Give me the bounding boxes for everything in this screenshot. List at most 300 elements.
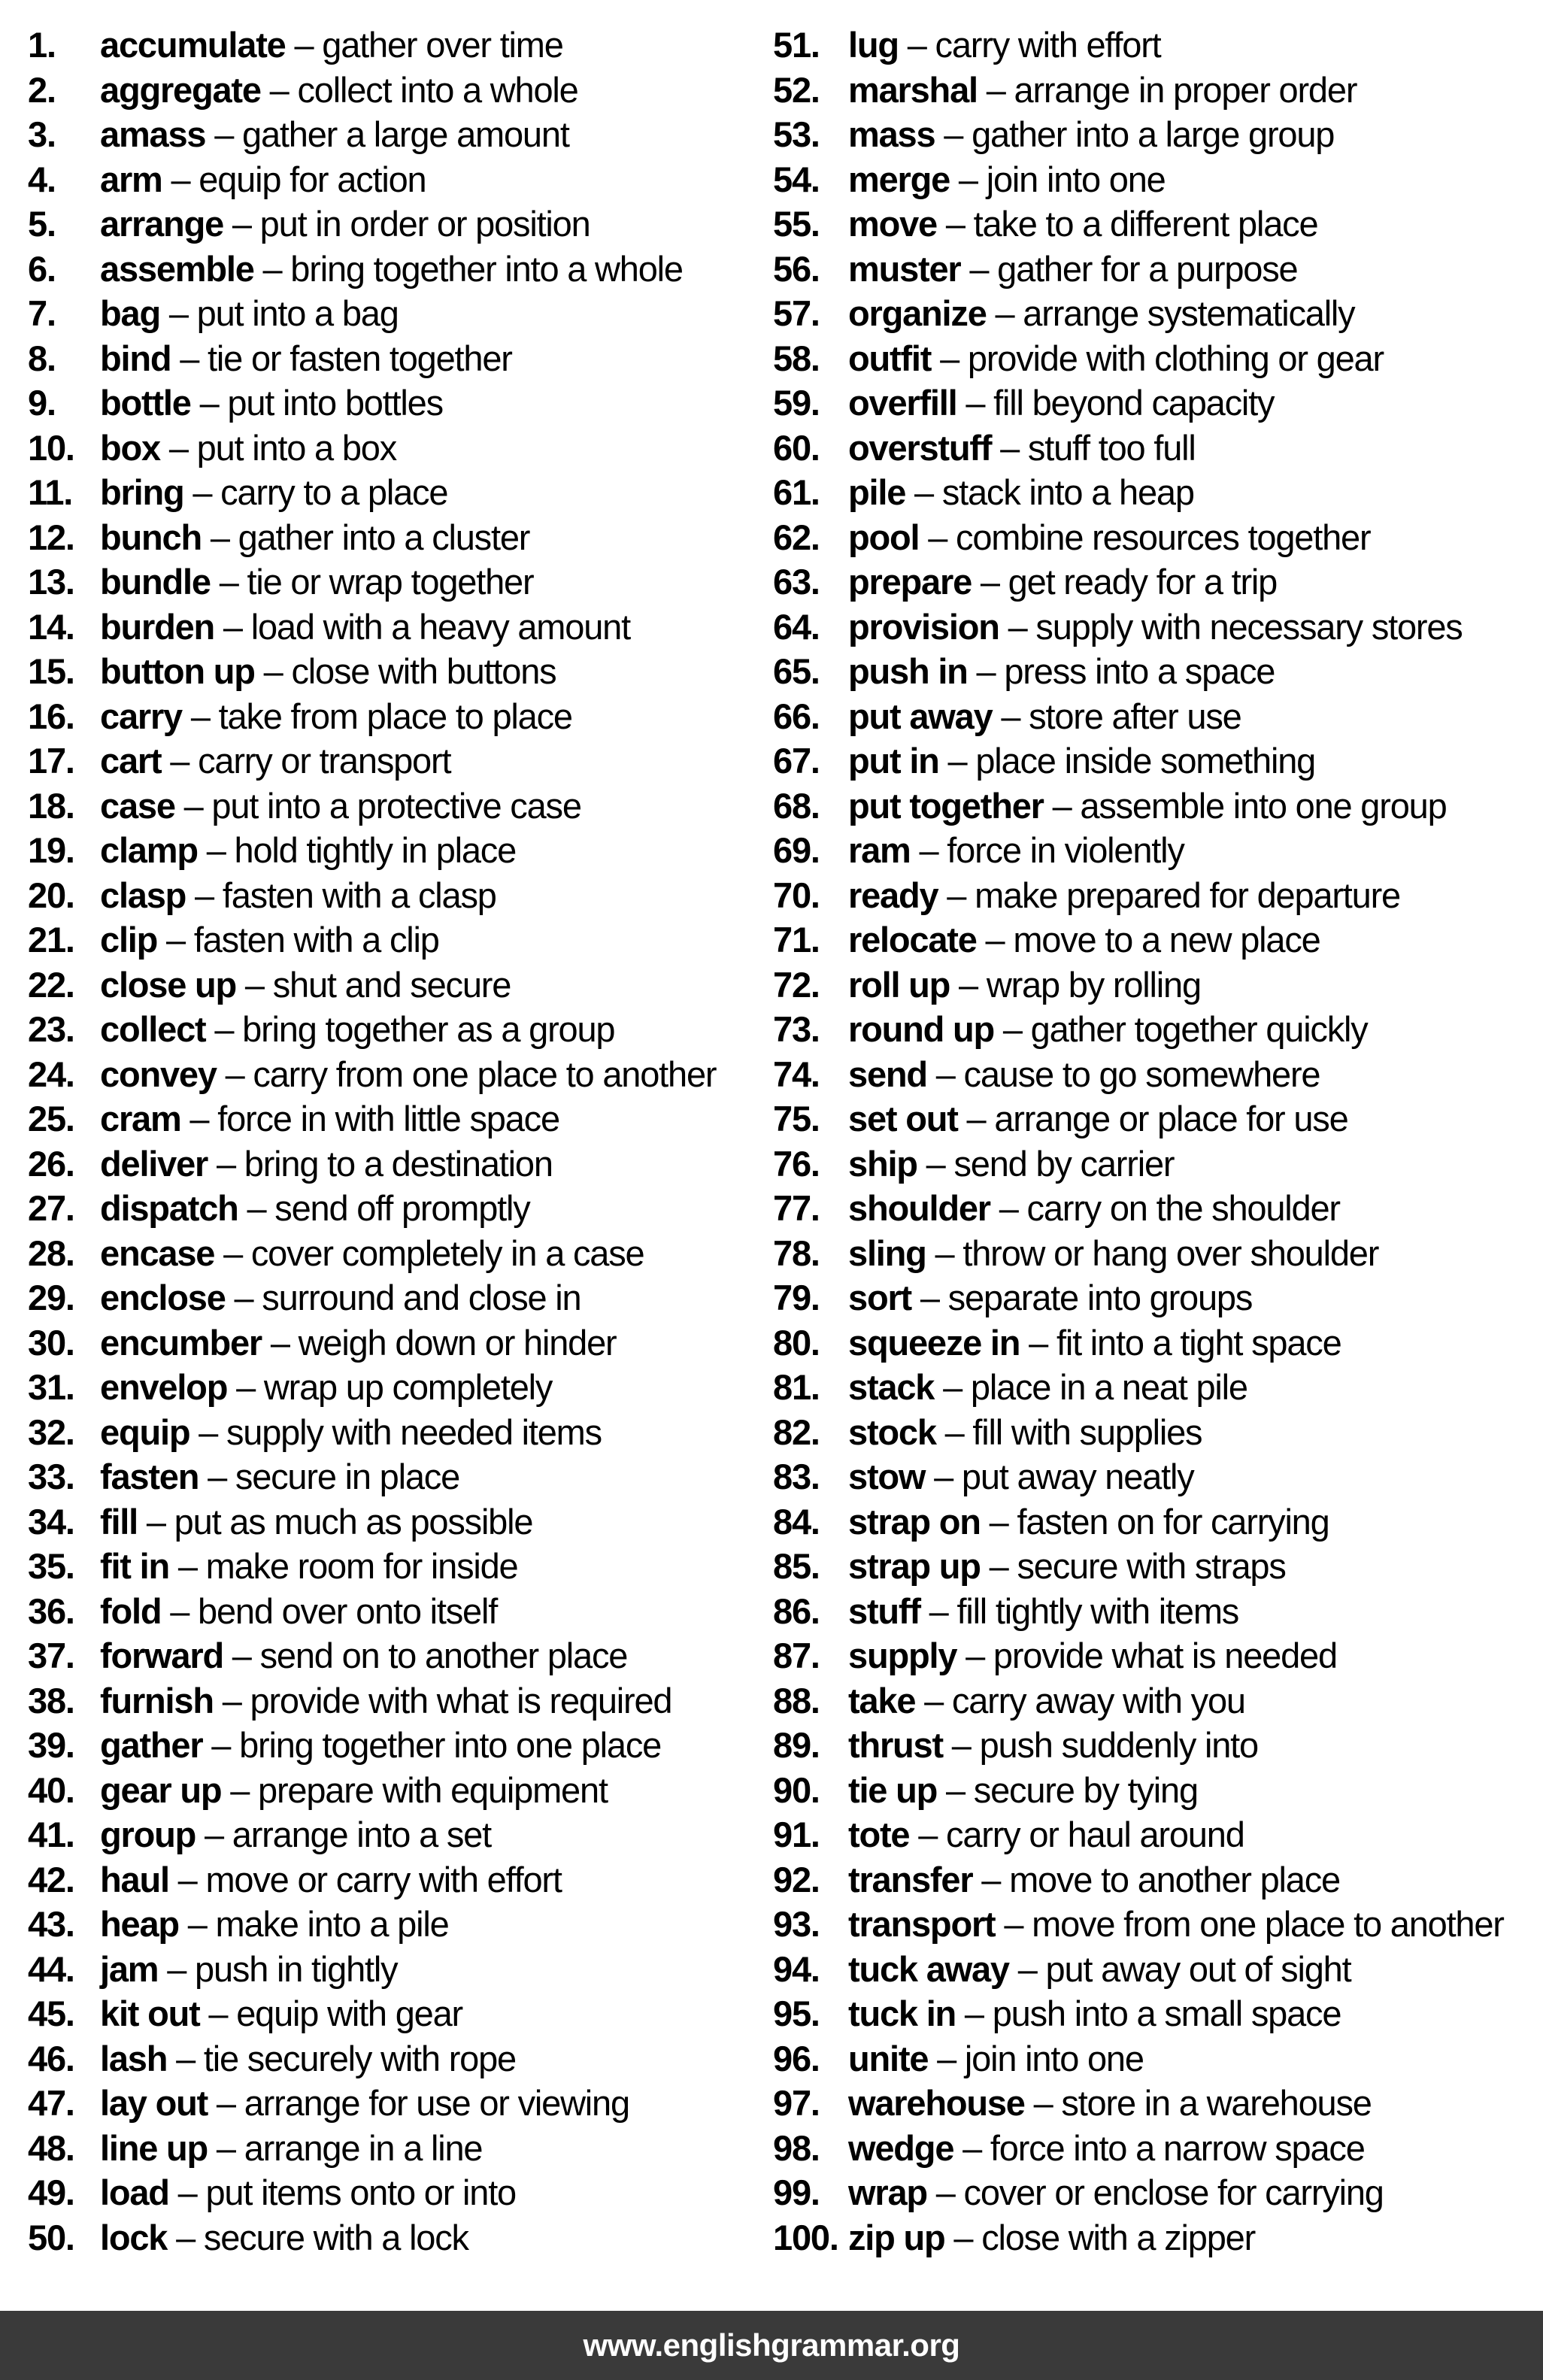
item-term: take [848,1680,916,1721]
list-item [28,559,771,605]
item-definition: – fasten with a clip [157,920,439,960]
item-number: 9. [28,383,56,423]
item-number: 93. [773,1904,820,1944]
item-number: 28. [28,1232,74,1273]
item-number: 89. [773,1725,820,1765]
item-term: squeeze in [848,1322,1020,1363]
item-definition: – arrange or place for use [957,1099,1348,1138]
item-term: carry [100,696,182,736]
item-definition: – put items onto or into [168,2172,516,2212]
item-definition: – close with buttons [254,651,556,691]
item-term: bag [100,293,160,333]
item-number: 53. [773,114,820,154]
list-item [773,1275,1541,1320]
list-item [773,23,1541,68]
item-term: line up [100,2127,208,2168]
list-item [773,68,1541,113]
list-item [28,649,771,694]
item-term: put together [848,785,1044,826]
item-number: 83. [773,1457,820,1496]
item-definition: – equip with gear [199,1993,462,2033]
list-item [773,828,1541,873]
item-definition: – bend over onto itself [161,1590,498,1631]
item-number: 29. [28,1278,74,1317]
item-term: send [848,1054,927,1094]
item-number: 27. [28,1188,74,1228]
item-definition: – tie or fasten together [171,338,512,378]
item-number: 37. [28,1636,74,1675]
item-term: unite [848,2038,929,2078]
item-term: zip up [848,2217,945,2257]
list-item [773,470,1541,515]
item-term: amass [100,114,206,154]
item-number: 11. [28,472,73,512]
item-term: lug [848,25,899,65]
item-definition: – force into a narrow space [953,2127,1365,2168]
list-item [773,157,1541,202]
item-term: roll up [848,964,950,1005]
item-number: 14. [28,606,74,647]
list-item [773,515,1541,560]
word-list-column-right [773,23,1541,2260]
item-term: put away [848,696,993,736]
item-term: muster [848,248,961,289]
item-definition: – wrap up completely [227,1367,553,1407]
list-item [28,1096,771,1141]
item-number: 97. [773,2083,820,2123]
item-definition: – provide what is needed [956,1636,1337,1675]
item-definition: – put in order or position [223,204,590,244]
list-item [28,68,771,113]
item-term: mass [848,114,935,154]
item-definition: – shut and secure [236,964,511,1005]
item-term: forward [100,1636,223,1675]
item-term: outfit [848,338,932,378]
list-item [28,738,771,784]
item-definition: – fit into a tight space [1020,1322,1341,1363]
item-term: strap up [848,1546,981,1586]
item-number: 71. [773,920,820,960]
item-term: tote [848,1815,910,1854]
list-item [28,202,771,247]
list-item [773,2215,1541,2260]
item-number: 52. [773,69,820,110]
item-definition: – place in a neat pile [934,1367,1247,1407]
item-term: accumulate [100,25,286,65]
list-item [28,23,771,68]
item-definition: – put away out of sight [1008,1948,1351,1989]
item-definition: – throw or hang over shoulder [926,1232,1379,1273]
item-definition: – fill beyond capacity [956,383,1275,423]
item-number: 84. [773,1501,820,1542]
list-item [28,470,771,515]
item-definition: – get ready for a trip [972,562,1278,602]
list-item [28,605,771,650]
item-number: 47. [28,2083,74,2123]
item-definition: – put into bottles [190,383,443,423]
item-term: furnish [100,1680,214,1721]
item-number: 22. [28,964,74,1005]
item-number: 98. [773,2127,820,2168]
item-definition: – make room for inside [169,1546,518,1586]
item-definition: – fill with supplies [935,1411,1202,1452]
item-definition: – arrange in a line [208,2127,483,2168]
item-definition: – wrap by rolling [950,964,1201,1005]
item-definition: – assemble into one group [1043,785,1447,826]
item-term: fasten [100,1457,199,1496]
item-term: supply [848,1636,957,1675]
list-item [773,1812,1541,1857]
item-term: bottle [100,383,191,423]
item-term: burden [100,606,215,647]
item-definition: – put into a box [159,427,397,468]
item-number: 16. [28,696,74,736]
item-number: 76. [773,1143,820,1184]
item-definition: – bring together into a whole [253,248,683,289]
item-term: group [100,1815,196,1854]
list-item [28,157,771,202]
list-item [28,1365,771,1410]
item-definition: – move or carry with effort [168,1859,562,1899]
item-number: 13. [28,562,74,602]
item-definition: – provide with clothing or gear [931,338,1384,378]
list-item [28,1052,771,1097]
item-definition: – equip for action [162,159,426,199]
item-number: 67. [773,741,820,781]
footer-bar [0,2311,1543,2380]
item-definition: – bring together as a group [205,1009,615,1049]
item-term: set out [848,1099,958,1138]
list-item [28,1768,771,1813]
item-definition: – push suddenly into [942,1725,1258,1765]
item-number: 8. [28,338,56,378]
item-term: overfill [848,383,957,423]
item-definition: – make prepared for departure [938,875,1400,915]
item-number: 2. [28,69,56,110]
item-number: 10. [28,427,74,468]
item-definition: – fill tightly with items [920,1590,1239,1631]
item-term: lay out [100,2083,208,2123]
item-definition: – send by carrier [917,1143,1175,1184]
item-number: 40. [28,1769,74,1810]
item-term: wrap [848,2172,927,2212]
list-item [28,694,771,739]
list-item [28,291,771,336]
item-number: 54. [773,159,820,199]
list-item [773,917,1541,963]
item-number: 57. [773,293,820,333]
item-definition: – carry away with you [915,1680,1245,1721]
list-item [773,2170,1541,2215]
item-term: clip [100,920,158,960]
item-term: relocate [848,920,977,960]
list-item [28,1320,771,1366]
item-definition: – stuff too full [991,427,1196,468]
item-definition: – arrange in proper order [977,69,1357,110]
item-term: fit in [100,1546,169,1586]
list-item [28,1812,771,1857]
item-number: 88. [773,1680,820,1721]
list-item [28,784,771,829]
list-item [773,738,1541,784]
list-item [28,515,771,560]
list-item [773,963,1541,1008]
item-number: 26. [28,1143,74,1184]
list-item [773,336,1541,381]
list-item [773,694,1541,739]
item-number: 20. [28,875,74,915]
item-term: cart [100,741,162,781]
list-item [773,1231,1541,1276]
item-number: 5. [28,204,56,244]
item-term: pool [848,517,920,557]
item-term: put in [848,741,939,781]
item-definition: – put away neatly [925,1457,1194,1496]
list-item [773,1410,1541,1455]
list-item [773,1991,1541,2036]
item-number: 100. [773,2217,838,2257]
item-definition: – gather a large amount [205,114,569,154]
item-number: 81. [773,1367,820,1407]
item-term: push in [848,651,968,691]
list-item [773,1365,1541,1410]
item-definition: – weigh down or hinder [262,1322,617,1363]
item-number: 94. [773,1948,820,1989]
item-definition: – cover or enclose for carrying [926,2172,1384,2212]
list-item [28,1544,771,1589]
item-number: 55. [773,204,820,244]
item-definition: – gather into a cluster [201,517,530,557]
item-number: 63. [773,562,820,602]
item-definition: – secure in place [199,1457,460,1496]
item-number: 90. [773,1769,820,1810]
item-number: 99. [773,2172,820,2212]
item-definition: – take to a different place [936,204,1318,244]
item-definition: – send off promptly [238,1188,530,1228]
item-number: 41. [28,1815,74,1854]
list-item [773,1186,1541,1231]
list-item [28,963,771,1008]
item-number: 66. [773,696,820,736]
list-item [28,336,771,381]
item-definition: – send on to another place [223,1636,628,1675]
item-number: 36. [28,1590,74,1631]
item-term: marshal [848,69,978,110]
item-number: 61. [773,472,820,512]
item-definition: – carry or haul around [909,1815,1244,1854]
item-number: 64. [773,606,820,647]
item-definition: – force in with little space [180,1099,559,1138]
item-number: 34. [28,1501,74,1542]
list-item [773,1499,1541,1545]
item-number: 51. [773,25,820,65]
item-number: 87. [773,1636,820,1675]
item-term: case [100,785,175,826]
item-term: fold [100,1590,162,1631]
item-number: 21. [28,920,74,960]
item-number: 79. [773,1278,820,1317]
item-definition: – tie securely with rope [167,2038,516,2078]
item-definition: – press into a space [967,651,1275,691]
item-term: haul [100,1859,169,1899]
item-definition: – push into a small space [956,1993,1341,2033]
item-number: 17. [28,741,74,781]
item-definition: – carry with effort [898,25,1161,65]
item-definition: – carry to a place [183,472,448,512]
item-definition: – store in a warehouse [1024,2083,1372,2123]
item-number: 23. [28,1009,74,1049]
item-definition: – combine resources together [919,517,1371,557]
item-number: 46. [28,2038,74,2078]
list-item [773,1947,1541,1992]
list-item [28,1857,771,1902]
list-item [773,1454,1541,1499]
item-definition: – load with a heavy amount [214,606,630,647]
list-item [28,380,771,426]
item-definition: – arrange for use or viewing [208,2083,629,2123]
list-item [773,1096,1541,1141]
item-definition: – secure with a lock [167,2217,468,2257]
item-definition: – carry on the shoulder [990,1188,1340,1228]
item-definition: – secure with straps [980,1546,1286,1586]
list-item [773,1768,1541,1813]
list-item [773,1723,1541,1768]
item-definition: – gather together quickly [994,1009,1368,1049]
list-item [773,1633,1541,1678]
item-number: 58. [773,338,820,378]
item-number: 78. [773,1232,820,1273]
item-definition: – surround and close in [225,1278,581,1317]
item-number: 85. [773,1546,820,1586]
item-term: fill [100,1501,138,1542]
item-number: 19. [28,830,74,870]
list-item [773,1902,1541,1947]
item-definition: – gather for a purpose [960,248,1298,289]
item-term: sling [848,1232,926,1273]
item-number: 24. [28,1054,74,1094]
item-term: transport [848,1904,996,1944]
item-term: merge [848,159,950,199]
item-number: 32. [28,1411,74,1452]
item-term: arm [100,159,162,199]
list-item [773,2081,1541,2126]
item-term: enclose [100,1278,226,1317]
item-number: 96. [773,2038,820,2078]
item-number: 56. [773,248,820,289]
list-item [28,2215,771,2260]
list-item [28,112,771,157]
item-term: load [100,2172,169,2212]
item-number: 45. [28,1993,74,2033]
item-term: ship [848,1143,917,1184]
item-number: 42. [28,1859,74,1899]
item-definition: – prepare with equipment [221,1769,608,1810]
list-item [773,1857,1541,1902]
item-term: collect [100,1009,206,1049]
list-item [773,2126,1541,2171]
item-term: close up [100,964,237,1005]
item-term: convey [100,1054,217,1094]
item-term: equip [100,1411,190,1452]
item-term: jam [100,1948,159,1989]
item-term: shoulder [848,1188,990,1228]
item-definition: – force in violently [910,830,1184,870]
item-number: 91. [773,1815,820,1854]
item-number: 59. [773,383,820,423]
list-item [773,1678,1541,1724]
list-item [28,1186,771,1231]
item-term: stuff [848,1590,920,1631]
item-term: wedge [848,2127,954,2168]
item-definition: – put into a protective case [174,785,581,826]
list-item [773,1544,1541,1589]
list-item [28,426,771,471]
item-term: move [848,204,937,244]
item-number: 82. [773,1411,820,1452]
item-definition: – supply with necessary stores [999,606,1463,647]
list-item [28,873,771,918]
list-item [28,917,771,963]
item-definition: – hold tightly in place [197,830,517,870]
item-term: envelop [100,1367,228,1407]
list-item [773,112,1541,157]
list-item [28,1678,771,1724]
item-definition: – cause to go somewhere [926,1054,1320,1094]
list-item [28,2170,771,2215]
item-term: box [100,427,160,468]
item-term: ready [848,875,938,915]
item-term: kit out [100,1993,200,2033]
item-term: overstuff [848,427,992,468]
list-item [773,1007,1541,1052]
item-term: assemble [100,248,254,289]
list-item [28,1902,771,1947]
item-number: 72. [773,964,820,1005]
item-number: 92. [773,1859,820,1899]
item-number: 68. [773,785,820,826]
footer-url: www.englishgrammar.org [583,2327,960,2363]
item-number: 77. [773,1188,820,1228]
item-number: 7. [28,293,56,333]
list-item [28,1007,771,1052]
item-number: 18. [28,785,74,826]
item-definition: – secure by tying [937,1769,1198,1810]
list-item [773,605,1541,650]
item-number: 86. [773,1590,820,1631]
item-term: arrange [100,204,224,244]
item-number: 25. [28,1099,74,1138]
item-definition: – fasten with a clasp [186,875,496,915]
item-definition: – bring together into one place [202,1725,662,1765]
item-number: 74. [773,1054,820,1094]
list-item [773,649,1541,694]
item-term: sort [848,1278,911,1317]
item-number: 48. [28,2127,74,2168]
item-number: 12. [28,517,74,557]
item-definition: – push in tightly [158,1948,398,1989]
item-definition: – join into one [950,159,1166,199]
item-number: 35. [28,1546,74,1586]
item-term: ram [848,830,911,870]
item-number: 38. [28,1680,74,1721]
list-item [28,828,771,873]
item-term: tie up [848,1769,938,1810]
item-definition: – move from one place to another [995,1904,1504,1944]
item-definition: – move to another place [972,1859,1340,1899]
item-number: 60. [773,427,820,468]
list-item [773,1052,1541,1097]
item-definition: – put as much as possible [138,1501,533,1542]
